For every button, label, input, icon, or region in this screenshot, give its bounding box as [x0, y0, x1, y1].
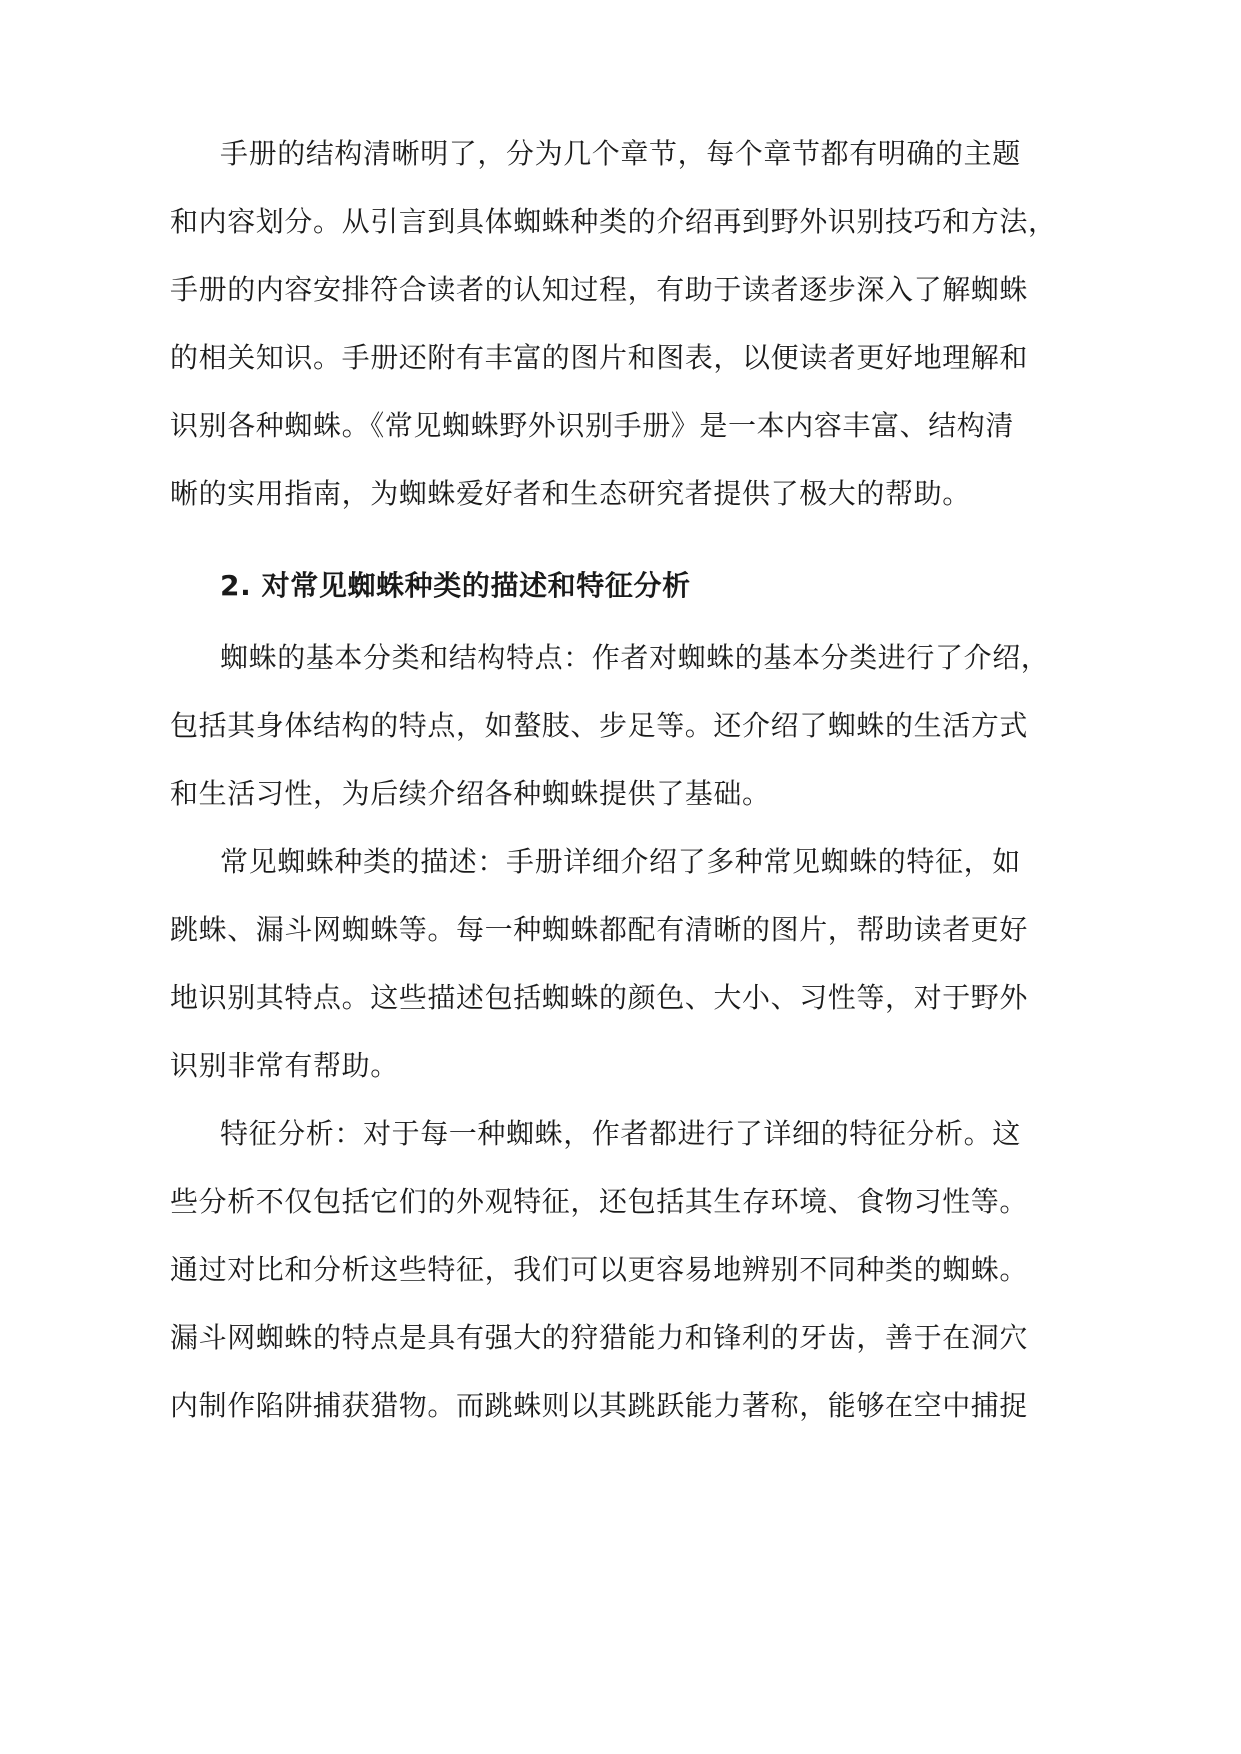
section1-line-5: 识别各种蜘蛛。《常见蜘蛛野外识别手册》是一本内容丰富、结构清 — [170, 409, 1015, 442]
para3-line-1: 特征分析：对于每一种蜘蛛，作者都进行了详细的特征分析。这 — [220, 1117, 1021, 1150]
para1-line-3: 和生活习性，为后续介绍各种蜘蛛提供了基础。 — [170, 777, 771, 810]
para1-line-2: 包括其身体结构的特点，如螯肢、步足等。还介绍了蜘蛛的生活方式 — [170, 709, 1029, 742]
section1-line-1: 手册的结构清晰明了，分为几个章节，每个章节都有明确的主题 — [220, 137, 1021, 170]
para3-line-2: 些分析不仅包括它们的外观特征，还包括其生存环境、食物习性等。 — [170, 1185, 1029, 1218]
para3-line-4: 漏斗网蜘蛛的特点是具有强大的狩猎能力和锋利的牙齿，善于在洞穴 — [170, 1321, 1029, 1354]
section1-line-6: 晰的实用指南，为蜘蛛爱好者和生态研究者提供了极大的帮助。 — [170, 477, 971, 510]
para3-line-5: 内制作陷阱捕获猎物。而跳蛛则以其跳跃能力著称，能够在空中捕捉 — [170, 1389, 1029, 1422]
para2-line-3: 地识别其特点。这些描述包括蜘蛛的颜色、大小、习性等，对于野外 — [170, 981, 1029, 1014]
para2-line-1: 常见蜘蛛种类的描述：手册详细介绍了多种常见蜘蛛的特征，如 — [220, 845, 1021, 878]
para2-line-2: 跳蛛、漏斗网蜘蛛等。每一种蜘蛛都配有清晰的图片，帮助读者更好 — [170, 913, 1029, 946]
para2-line-4: 识别非常有帮助。 — [170, 1049, 399, 1082]
section1-line-3: 手册的内容安排符合读者的认知过程，有助于读者逐步深入了解蜘蛛 — [170, 273, 1029, 306]
section1-line-2: 和内容划分。从引言到具体蜘蛛种类的介绍再到野外识别技巧和方法， — [170, 205, 1057, 238]
para1-line-1: 蜘蛛的基本分类和结构特点：作者对蜘蛛的基本分类进行了介绍， — [220, 641, 1050, 674]
section-heading: 2. 对常见蜘蛛种类的描述和特征分析 — [220, 569, 691, 602]
section1-line-4: 的相关知识。手册还附有丰富的图片和图表，以便读者更好地理解和 — [170, 341, 1029, 374]
para3-line-3: 通过对比和分析这些特征，我们可以更容易地辨别不同种类的蜘蛛。 — [170, 1253, 1029, 1286]
